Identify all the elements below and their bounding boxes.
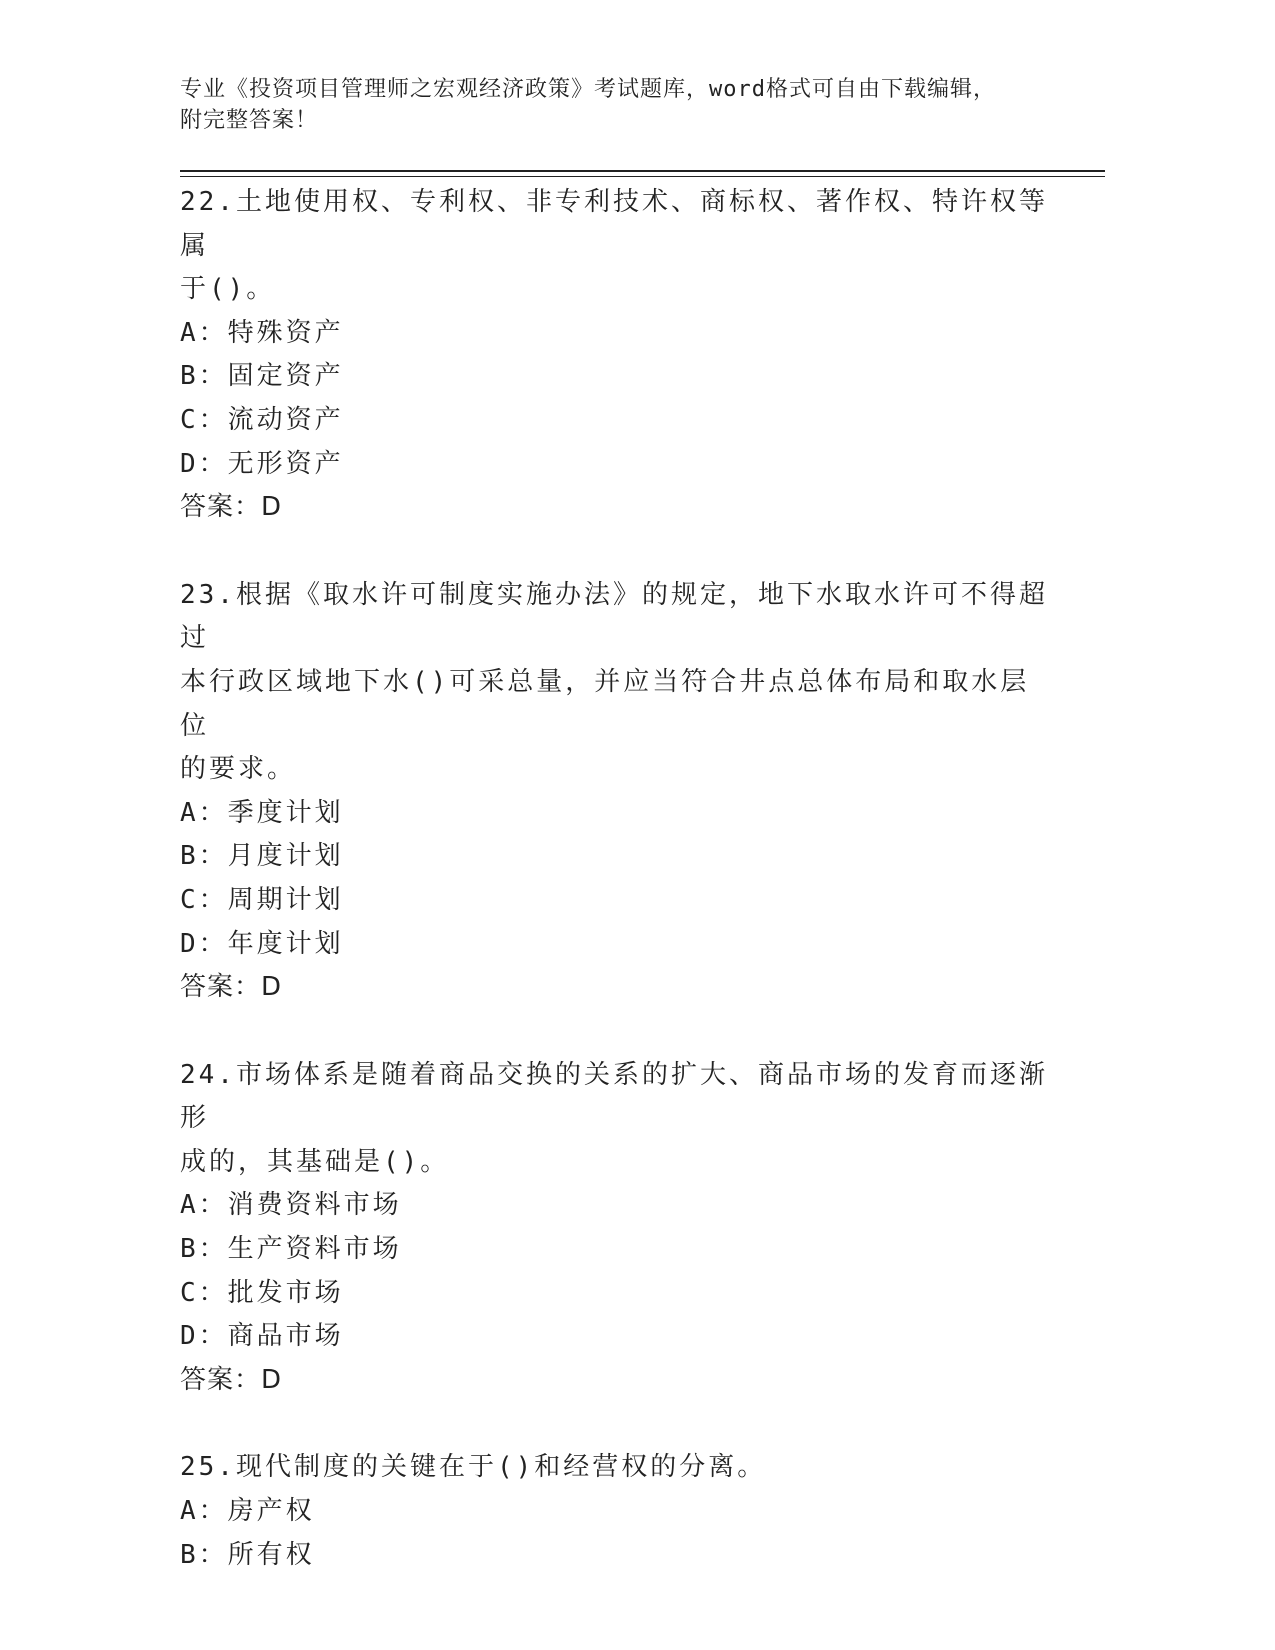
header-divider-thin <box>180 176 1105 177</box>
header-line-2: 附完整答案！ <box>180 108 319 133</box>
option-a: A：房产权 <box>180 1496 315 1527</box>
answer: 答案：D <box>180 972 283 1003</box>
question-stem-line: 25.现代制度的关键在于()和经营权的分离。 <box>180 1452 767 1483</box>
option-c: C：周期计划 <box>180 884 344 915</box>
question-23 <box>180 574 1050 1010</box>
answer: 答案：D <box>180 492 283 523</box>
question-spacer <box>180 1010 1050 1054</box>
option-b: B：所有权 <box>180 1539 315 1570</box>
option-b: B：月度计划 <box>180 841 344 872</box>
option-d: D：无形资产 <box>180 448 344 479</box>
option-a: A：季度计划 <box>180 797 344 828</box>
document-header <box>180 74 1060 136</box>
question-24 <box>180 1054 1050 1403</box>
option-b: B：生产资料市场 <box>180 1234 402 1265</box>
option-a: A：消费资料市场 <box>180 1190 402 1221</box>
option-c: C：流动资产 <box>180 404 344 435</box>
question-stem-line: 成的，其基础是()。 <box>180 1146 450 1177</box>
option-d: D：商品市场 <box>180 1321 344 1352</box>
option-a: A：特殊资产 <box>180 317 344 348</box>
option-c: C：批发市场 <box>180 1277 344 1308</box>
question-stem-line: 22.土地使用权、专利权、非专利技术、商标权、著作权、特许权等属 <box>180 187 1048 261</box>
question-stem-line: 于()。 <box>180 274 276 305</box>
question-stem-line: 24.市场体系是随着商品交换的关系的扩大、商品市场的发育而逐渐形 <box>180 1059 1048 1134</box>
question-stem-line: 的要求。 <box>180 754 297 785</box>
answer: 答案：D <box>180 1364 283 1395</box>
question-spacer <box>180 1402 1050 1446</box>
question-stem-line: 23.根据《取水许可制度实施办法》的规定，地下水取水许可不得超过 <box>180 579 1048 654</box>
question-spacer <box>180 530 1050 574</box>
question-22 <box>180 181 1050 530</box>
question-list <box>180 181 1050 1577</box>
header-divider-thick <box>180 170 1105 172</box>
header-line-1: 专业《投资项目管理师之宏观经济政策》考试题库，word格式可自由下载编辑， <box>180 77 996 102</box>
option-d: D：年度计划 <box>180 928 344 959</box>
question-25 <box>180 1446 1050 1577</box>
question-stem-line: 本行政区域地下水()可采总量，并应当符合井点总体布局和取水层位 <box>180 666 1030 741</box>
option-b: B：固定资产 <box>180 361 344 392</box>
